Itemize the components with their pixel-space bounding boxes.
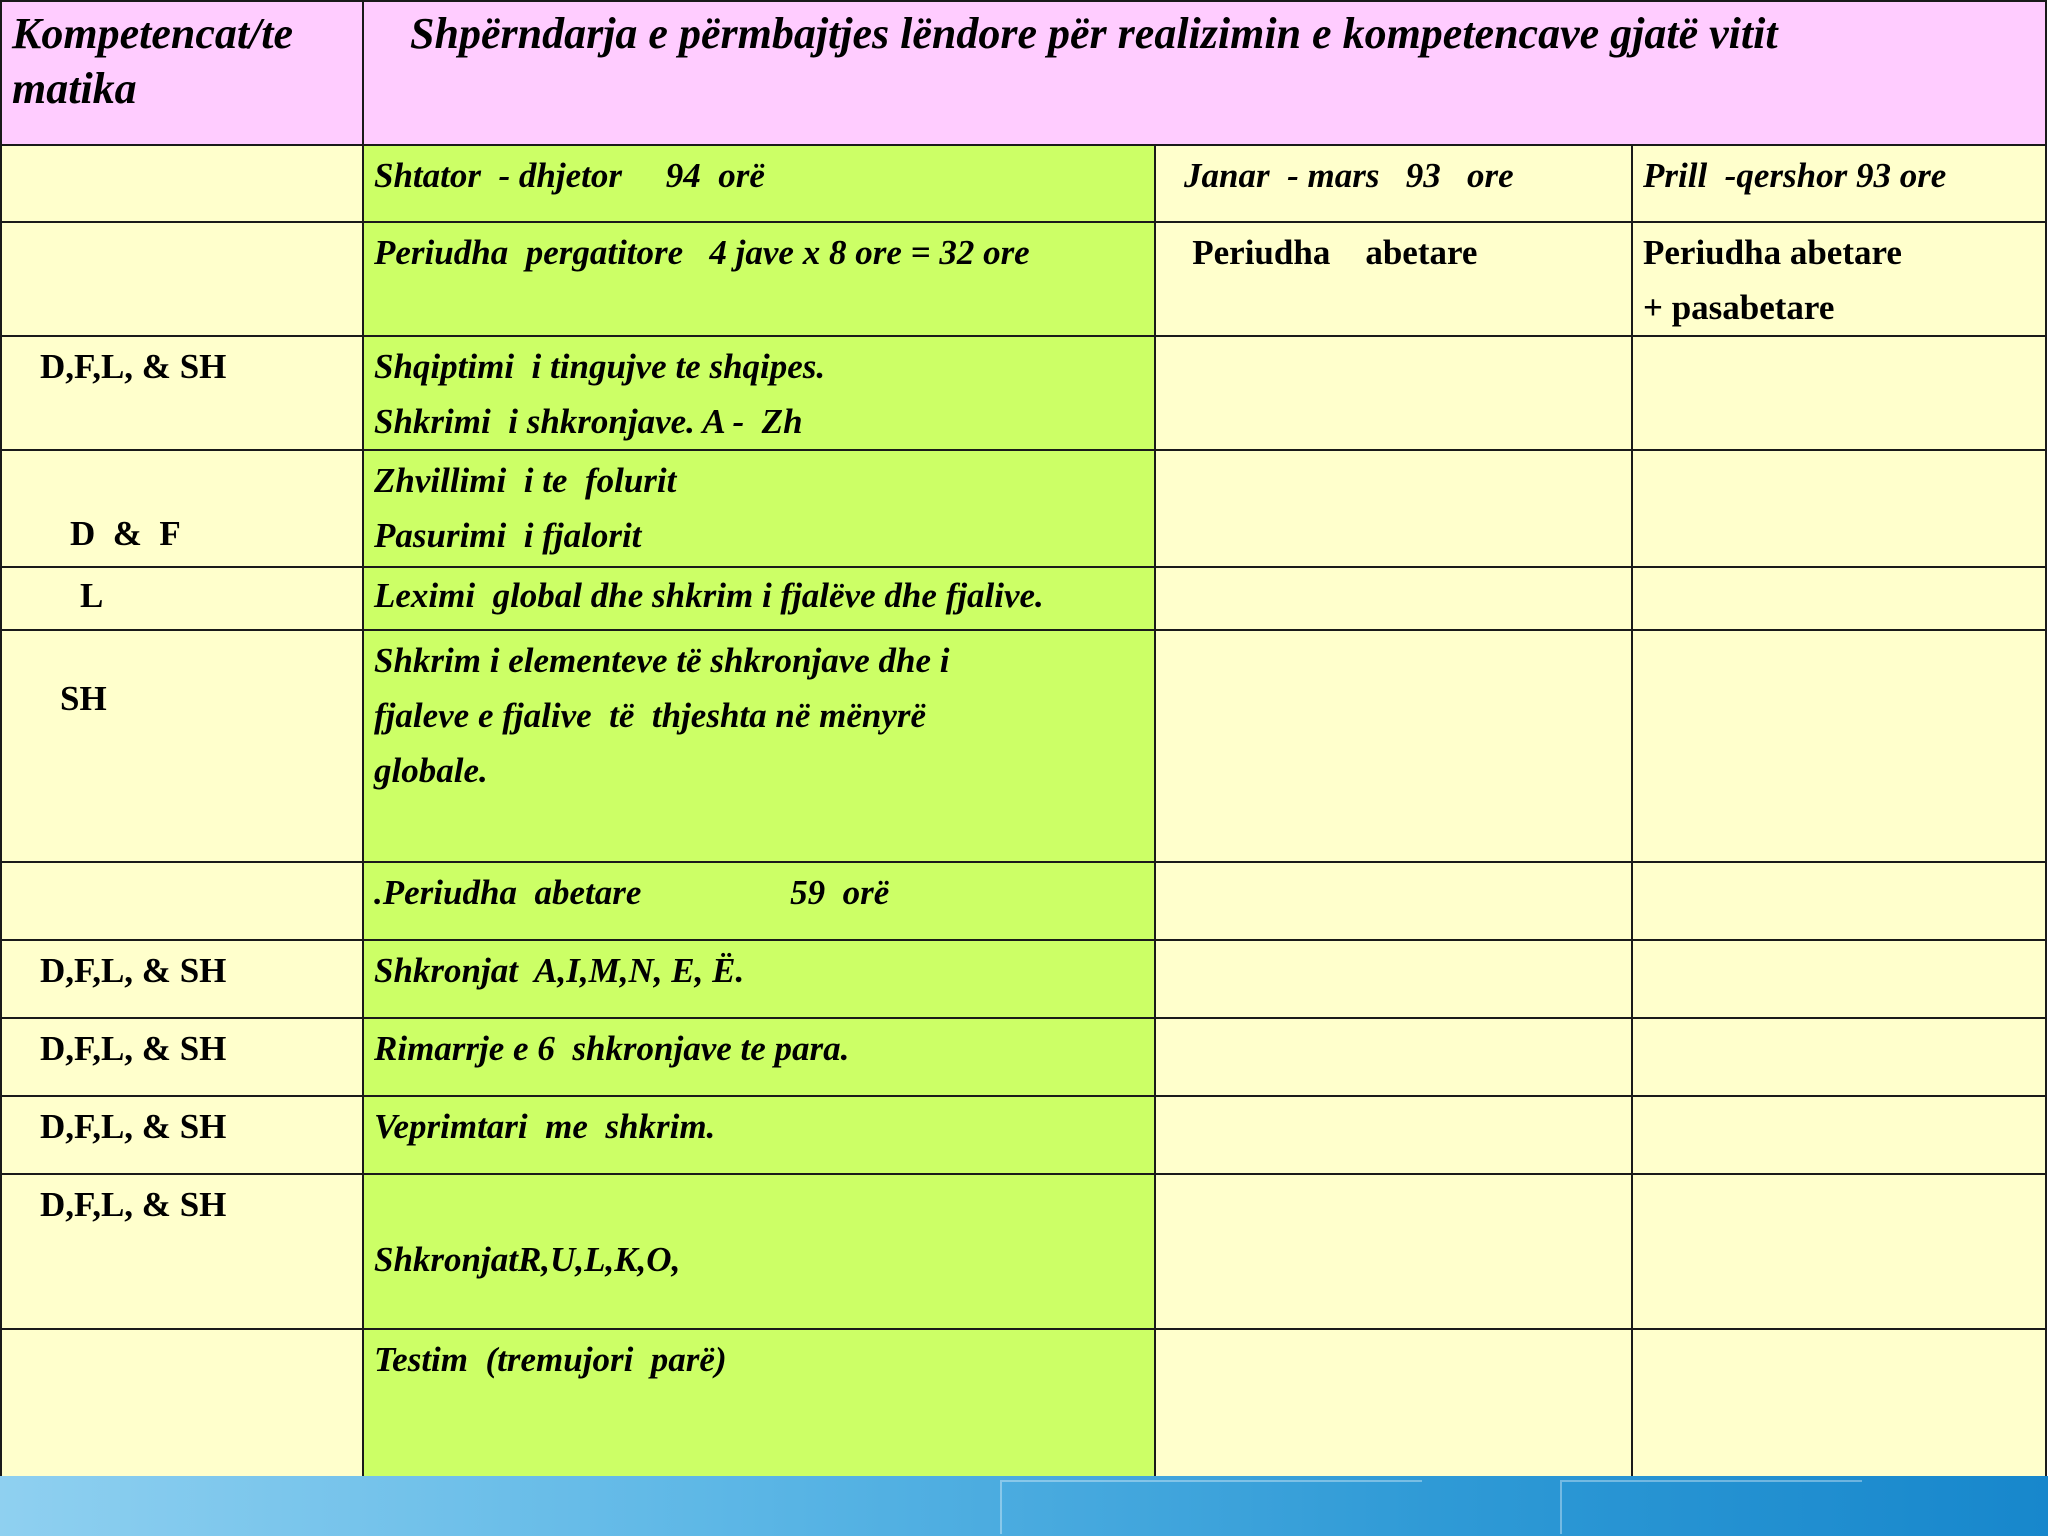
competence-cell: L [1,567,363,630]
empty-cell [1155,1018,1632,1096]
empty-cell [1155,567,1632,630]
empty-cell [1155,1329,1632,1485]
content-cell: Shqiptimi i tingujve te shqipes. Shkrimi i shkronjave. A - Zh [363,336,1155,450]
content-cell: Shkrim i elementeve të shkronjave dhe i fjaleve e fjalive të thjeshta në mënyrë globale. [363,630,1155,862]
footer-decorative-bar [0,1476,2048,1536]
period-2: Janar - mars 93 ore [1155,145,1632,222]
table-row [1,630,2046,862]
table-row [1,567,2046,630]
content-cell: Testim (tremujori parë) [363,1329,1155,1485]
table-row [1,862,2046,940]
empty-cell [1632,940,2046,1018]
period-3: Prill -qershor 93 ore [1632,145,2046,222]
competence-cell: D,F,L, & SH [1,1018,363,1096]
empty-cell [1155,940,1632,1018]
competence-cell: D & F [1,450,363,567]
table-row [1,1096,2046,1174]
table-header-row [1,1,2046,145]
competence-cell: D,F,L, & SH [1,940,363,1018]
content-cell: Veprimtari me shkrim. [363,1096,1155,1174]
subperiod-1: Periudha pergatitore 4 jave x 8 ore = 32 ore [363,222,1155,336]
empty-cell [1155,450,1632,567]
table-row [1,1174,2046,1329]
empty-cell [1632,336,2046,450]
content-cell: .Periudha abetare 59 orë [363,862,1155,940]
footer-decor-shape [1000,1480,1422,1534]
competence-cell: D,F,L, & SH [1,336,363,450]
empty-cell [1155,630,1632,862]
empty-cell [1155,1174,1632,1329]
table-row [1,940,2046,1018]
competence-cell: D,F,L, & SH [1,1096,363,1174]
competence-cell [1,1329,363,1485]
content-cell: Rimarrje e 6 shkronjave te para. [363,1018,1155,1096]
empty-cell [1632,1096,2046,1174]
header-distribution-text: Shpërndarja e përmbajtjes lëndore për realizimin e kompetencave gjatë vitit [410,9,1778,58]
empty-cell [1155,1096,1632,1174]
competence-cell [1,862,363,940]
header-competences: Kompetencat/te matika [1,1,363,145]
table-row [1,1018,2046,1096]
empty-cell [1632,1174,2046,1329]
empty-cell [1155,336,1632,450]
header-distribution [363,1,2046,145]
footer-decor-shape [1560,1480,1862,1534]
content-cell: Shkronjat A,I,M,N, E, Ë. [363,940,1155,1018]
table-row [1,450,2046,567]
subperiod-blank-cell [1,222,363,336]
content-cell: Leximi global dhe shkrim i fjalëve dhe fjalive. [363,567,1155,630]
subperiod-2: Periudha abetare [1155,222,1632,336]
period-1: Shtator - dhjetor 94 orë [363,145,1155,222]
competence-cell: SH [1,630,363,862]
empty-cell [1632,567,2046,630]
empty-cell [1155,862,1632,940]
table-row [1,336,2046,450]
empty-cell [1632,630,2046,862]
empty-cell [1632,450,2046,567]
content-cell: Zhvillimi i te folurit Pasurimi i fjalorit [363,450,1155,567]
table-row [1,1329,2046,1485]
period-blank-cell [1,145,363,222]
competence-cell: D,F,L, & SH [1,1174,363,1329]
empty-cell [1632,862,2046,940]
period-row [1,145,2046,222]
empty-cell [1632,1329,2046,1485]
empty-cell [1632,1018,2046,1096]
subperiod-row [1,222,2046,336]
subperiod-3: Periudha abetare + pasabetare [1632,222,2046,336]
content-cell: ShkronjatR,U,L,K,O, [363,1174,1155,1329]
